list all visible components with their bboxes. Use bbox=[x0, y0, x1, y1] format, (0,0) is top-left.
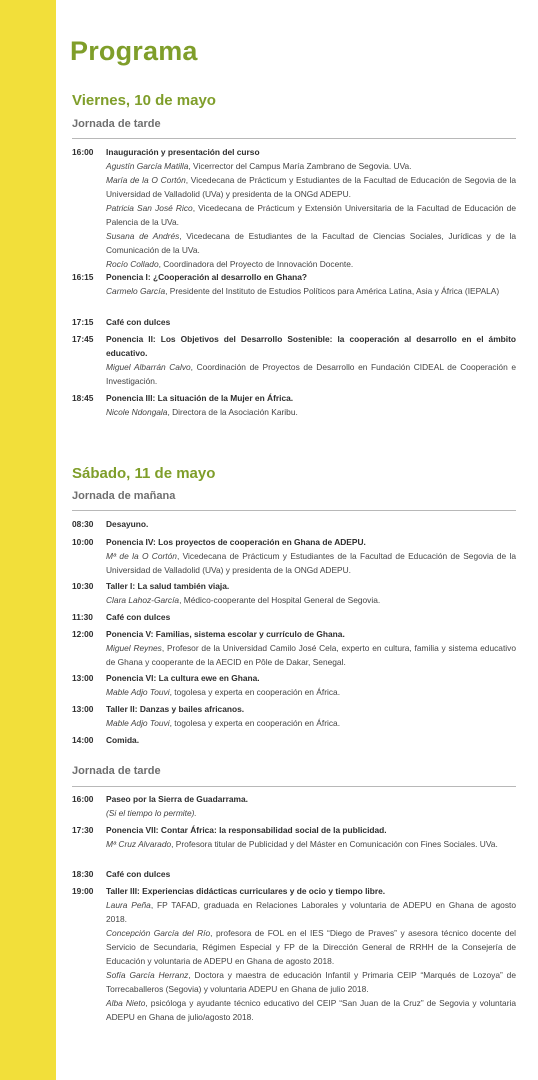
item-body bbox=[106, 517, 516, 531]
speaker-name: Carmelo García bbox=[106, 286, 166, 296]
speaker-role: , Directora de la Asociación Karibu. bbox=[167, 407, 298, 417]
item-time: 08:30 bbox=[72, 519, 94, 529]
speaker-role: , Vicedecana de Prácticum y Estudiantes de la Facultad de Educación de Segovia de la Universidad de Valladolid (UVa) y presidenta de la ONGd ADEPU. bbox=[106, 551, 516, 575]
item-body bbox=[106, 535, 516, 577]
session-label: Jornada de tarde bbox=[72, 765, 161, 777]
speaker-name: Miguel Albarrán Calvo bbox=[106, 362, 191, 372]
schedule-item bbox=[72, 671, 516, 699]
schedule-item bbox=[72, 315, 516, 329]
speaker-name: Mable Adjo Touvi bbox=[106, 718, 170, 728]
item-body bbox=[106, 823, 516, 851]
speaker-name: María de la O Cortón bbox=[106, 175, 186, 185]
speaker-line bbox=[106, 159, 516, 173]
yellow-side-bar bbox=[0, 0, 56, 1080]
item-time: 18:30 bbox=[72, 869, 94, 879]
item-title: Ponencia I: ¿Cooperación al desarrollo en Ghana? bbox=[106, 272, 308, 282]
speaker-role: , profesora de FOL en el IES “Diego de Praves” y asesora técnico docente del Servicio de Secundaria, Régimen Especial y FP de la Dirección General de RRHH de la Consejería de Educación y voluntaria de ADEPU en Ghana de agosto 2018. bbox=[106, 928, 516, 966]
speaker-role: , togolesa y experta en cooperación en África. bbox=[169, 687, 341, 697]
session-label: Jornada de mañana bbox=[72, 490, 176, 502]
schedule-item bbox=[72, 270, 516, 298]
item-time: 18:45 bbox=[72, 393, 94, 403]
item-title: Café con dulces bbox=[106, 317, 171, 327]
speaker-name: Mable Adjo Touvi bbox=[106, 687, 170, 697]
schedule-item bbox=[72, 332, 516, 388]
item-title: Ponencia V: Familias, sistema escolar y currículo de Ghana. bbox=[106, 629, 345, 639]
speaker-role: , Doctora y maestra de educación Infantil y Primaria CEIP “Marqués de Lozoya” de Torrecaballeros (Segovia) y voluntaria ADEPU en Ghana de julio 2018. bbox=[106, 970, 516, 994]
schedule-item bbox=[72, 145, 516, 271]
item-title: Café con dulces bbox=[106, 869, 171, 879]
item-time: 14:00 bbox=[72, 735, 94, 745]
schedule-item bbox=[72, 733, 516, 747]
speaker-line bbox=[106, 360, 516, 388]
item-title: Ponencia VI: La cultura ewe en Ghana. bbox=[106, 673, 260, 683]
item-body bbox=[106, 332, 516, 388]
item-time: 16:15 bbox=[72, 272, 94, 282]
schedule-item bbox=[72, 391, 516, 419]
speaker-name: (Si el tiempo lo permite). bbox=[106, 808, 197, 818]
schedule-item bbox=[72, 627, 516, 669]
speaker-line bbox=[106, 284, 516, 298]
speaker-role: , Presidente del Instituto de Estudios Políticos para América Latina, Asia y África (IEPALA) bbox=[165, 286, 500, 296]
item-title: Comida. bbox=[106, 735, 140, 745]
speaker-role: , togolesa y experta en cooperación en África. bbox=[169, 718, 341, 728]
speaker-name: Agustín García Matilla bbox=[106, 161, 189, 171]
speaker-name: Alba Nieto bbox=[106, 998, 146, 1008]
item-title: Café con dulces bbox=[106, 612, 171, 622]
speaker-line bbox=[106, 593, 516, 607]
schedule-item bbox=[72, 535, 516, 577]
speaker-line bbox=[106, 926, 516, 968]
item-title: Taller I: La salud también viaja. bbox=[106, 581, 230, 591]
item-title: Taller II: Danzas y bailes africanos. bbox=[106, 704, 245, 714]
item-body bbox=[106, 702, 516, 730]
day-heading: Viernes, 10 de mayo bbox=[72, 92, 216, 109]
speaker-name: Nicole Ndongala bbox=[106, 407, 168, 417]
speaker-line bbox=[106, 549, 516, 577]
item-body bbox=[106, 733, 516, 747]
speaker-line bbox=[106, 837, 516, 851]
divider-line bbox=[72, 510, 516, 511]
speaker-name: Mª Cruz Alvarado bbox=[106, 839, 172, 849]
schedule-item bbox=[72, 517, 516, 531]
schedule-item bbox=[72, 867, 516, 881]
item-time: 10:30 bbox=[72, 581, 94, 591]
session-label: Jornada de tarde bbox=[72, 118, 161, 130]
schedule-item bbox=[72, 702, 516, 730]
item-body bbox=[106, 270, 516, 298]
divider-line bbox=[72, 138, 516, 139]
speaker-role: , Coordinadora del Proyecto de Innovación Docente. bbox=[158, 259, 354, 269]
item-time: 16:00 bbox=[72, 794, 94, 804]
speaker-line bbox=[106, 405, 516, 419]
item-time: 13:00 bbox=[72, 704, 94, 714]
item-title: Ponencia III: La situación de la Mujer en África. bbox=[106, 393, 294, 403]
item-body bbox=[106, 671, 516, 699]
item-time: 19:00 bbox=[72, 886, 94, 896]
item-time: 12:00 bbox=[72, 629, 94, 639]
speaker-name: Laura Peña bbox=[106, 900, 151, 910]
item-time: 17:45 bbox=[72, 334, 94, 344]
speaker-line bbox=[106, 716, 516, 730]
page-title: Programa bbox=[70, 36, 198, 66]
speaker-line bbox=[106, 201, 516, 229]
speaker-name: Sofía García Herranz bbox=[106, 970, 189, 980]
item-time: 10:00 bbox=[72, 537, 94, 547]
item-title: Desayuno. bbox=[106, 519, 149, 529]
speaker-role: , Profesora titular de Publicidad y del Máster en Comunicación con Fines Sociales. UVa. bbox=[171, 839, 498, 849]
item-body bbox=[106, 884, 516, 1024]
item-body bbox=[106, 391, 516, 419]
item-body bbox=[106, 792, 516, 820]
item-time: 13:00 bbox=[72, 673, 94, 683]
speaker-name: Patricia San José Rico bbox=[106, 203, 193, 213]
item-time: 11:30 bbox=[72, 612, 93, 622]
item-body bbox=[106, 145, 516, 271]
item-body bbox=[106, 315, 516, 329]
speaker-role: , Vicerrector del Campus María Zambrano de Segovia. UVa. bbox=[188, 161, 412, 171]
schedule-item bbox=[72, 579, 516, 607]
item-body bbox=[106, 579, 516, 607]
item-title: Inauguración y presentación del curso bbox=[106, 147, 260, 157]
schedule-item bbox=[72, 884, 516, 1024]
speaker-line bbox=[106, 898, 516, 926]
speaker-name: Rocío Collado bbox=[106, 259, 159, 269]
speaker-line bbox=[106, 257, 516, 271]
item-body bbox=[106, 867, 516, 881]
speaker-role: , Vicedecana de Estudiantes de la Facultad de Ciencias Sociales, Jurídicas y de la Comunicación de la UVa. bbox=[106, 231, 516, 255]
schedule-item bbox=[72, 823, 516, 851]
speaker-line bbox=[106, 968, 516, 996]
speaker-line bbox=[106, 173, 516, 201]
schedule-item bbox=[72, 792, 516, 820]
speaker-line bbox=[106, 996, 516, 1024]
speaker-name: Clara Lahoz-García bbox=[106, 595, 180, 605]
item-time: 17:15 bbox=[72, 317, 94, 327]
divider-line bbox=[72, 786, 516, 787]
speaker-line bbox=[106, 685, 516, 699]
item-title: Paseo por la Sierra de Guadarrama. bbox=[106, 794, 248, 804]
speaker-role: , Vicedecana de Prácticum y Extensión Universitaria de la Facultad de Educación de Palencia de la UVa. bbox=[106, 203, 516, 227]
speaker-role: , psicóloga y ayudante técnico educativo del CEIP “San Juan de la Cruz” de Segovia y voluntaria ADEPU en Ghana de julio/agosto 2018. bbox=[106, 998, 517, 1022]
item-time: 16:00 bbox=[72, 147, 94, 157]
speaker-role: , FP TAFAD, graduada en Relaciones Laborales y voluntaria de ADEPU en Ghana de agosto 2018. bbox=[106, 900, 516, 924]
item-title: Ponencia VII: Contar África: la responsabilidad social de la publicidad. bbox=[106, 825, 387, 835]
item-body bbox=[106, 627, 516, 669]
speaker-role: , Profesor de la Universidad Camilo José Cela, experto en cultura, familia y sistema educativo de Ghana y cooperante de la AECID en Pôle de Dakar, Senegal. bbox=[106, 643, 516, 667]
item-title: Ponencia IV: Los proyectos de cooperación en Ghana de ADEPU. bbox=[106, 537, 366, 547]
speaker-name: Miguel Reynes bbox=[106, 643, 162, 653]
speaker-role: , Vicedecana de Prácticum y Estudiantes de la Facultad de Educación de Segovia de la Universidad de Valladolid (UVa) y presidenta de la ONGd ADEPU. bbox=[106, 175, 516, 199]
item-title: Ponencia II: Los Objetivos del Desarrollo Sostenible: la cooperación al desarrollo en el ámbito educativo. bbox=[106, 334, 516, 358]
speaker-name: Susana de Andrés bbox=[106, 231, 180, 241]
speaker-role: , Coordinación de Proyectos de Desarrollo en Fundación CIDEAL de Cooperación e Investigación. bbox=[106, 362, 516, 386]
speaker-name: Concepción García del Río bbox=[106, 928, 211, 938]
speaker-name: Mª de la O Cortón bbox=[106, 551, 177, 561]
item-time: 17:30 bbox=[72, 825, 94, 835]
speaker-line bbox=[106, 806, 516, 820]
schedule-item bbox=[72, 610, 516, 624]
speaker-role: , Médico-cooperante del Hospital General de Segovia. bbox=[179, 595, 381, 605]
speaker-line bbox=[106, 229, 516, 257]
item-body bbox=[106, 610, 516, 624]
speaker-line bbox=[106, 641, 516, 669]
day-heading: Sábado, 11 de mayo bbox=[72, 465, 216, 482]
item-title: Taller III: Experiencias didácticas curriculares y de ocio y tiempo libre. bbox=[106, 886, 386, 896]
